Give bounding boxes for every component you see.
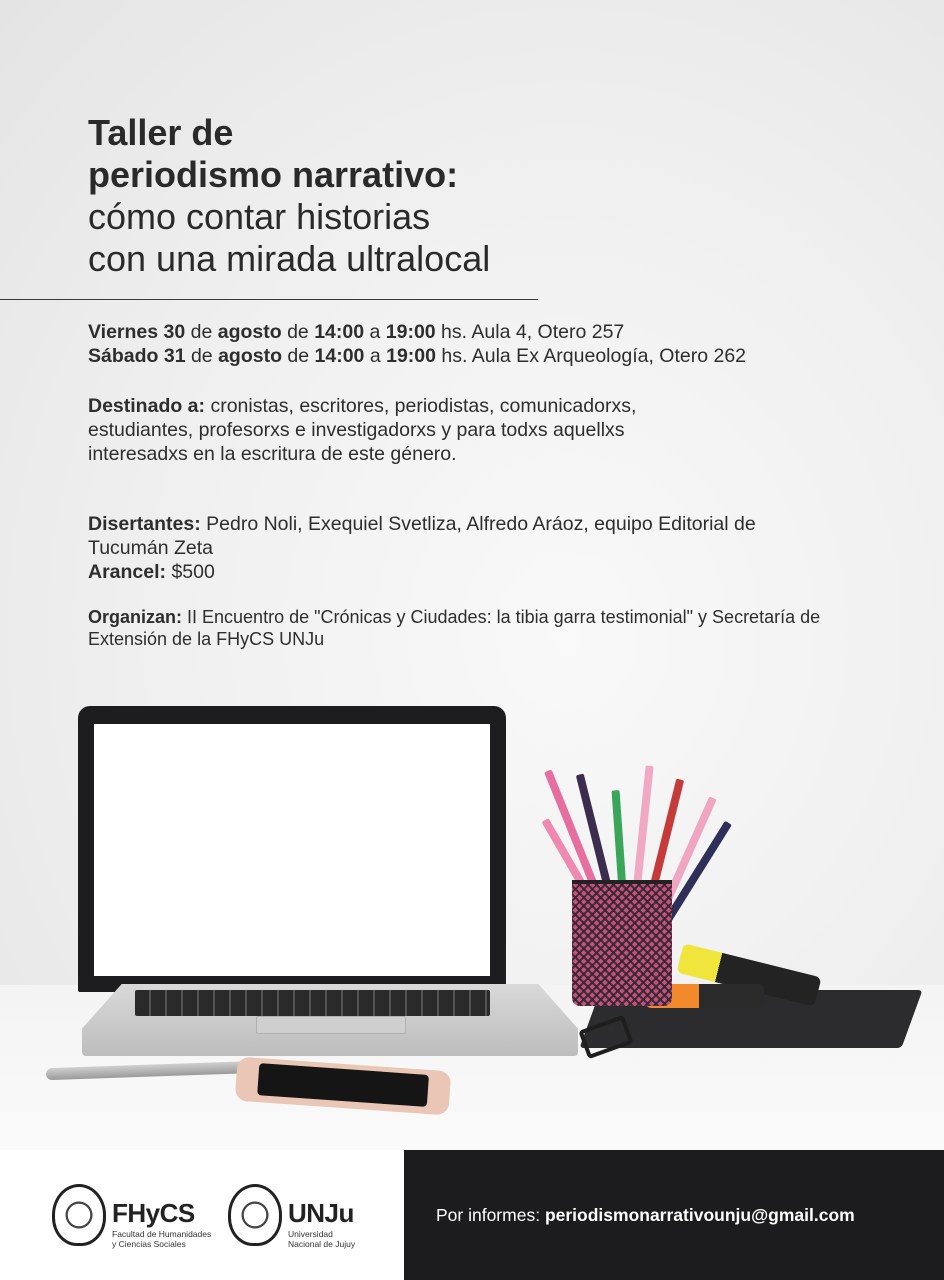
speakers-text: Pedro Noli, Exequiel Svetliza, Alfredo Aráoz, equipo Editorial de Tucumán Zeta — [88, 513, 756, 559]
title-line-3: cómo contar historias — [88, 196, 431, 237]
fhycs-logo-sub: Facultad de Humanidades y Ciencias Sociales — [112, 1229, 212, 1249]
organizers-label: Organizan: — [88, 607, 183, 627]
organizers-info — [88, 606, 868, 650]
unju-logo-name: UNJu — [288, 1198, 354, 1228]
title-divider — [0, 299, 538, 300]
smartphone-screen — [257, 1063, 429, 1107]
audience-label: Destinado a: — [88, 395, 206, 417]
schedule-line-friday: Viernes 30 de agosto de 14:00 a 19:00 hs. Aula 4, Otero 257 — [88, 321, 625, 343]
organizers-text: II Encuentro de "Crónicas y Ciudades: la tibia garra testimonial" y Secretaría de Extensión de la FHyCS UNJu — [88, 607, 821, 649]
fee-line — [88, 560, 788, 584]
speakers-label: Disertantes: — [88, 513, 201, 535]
laptop-photo — [78, 706, 506, 992]
contact-label: Por informes: — [436, 1205, 545, 1225]
audience-text: cronistas, escritores, periodistas, comunicadorxs, estudiantes, profesorxs e investigadorxs y para todxs aquellxs interesadxs en la escritura de este género. — [88, 395, 637, 465]
contact-email-link[interactable]: periodismonarrativounju@gmail.com — [544, 1205, 855, 1225]
fee-text: $500 — [166, 561, 215, 583]
university-seal-icon — [52, 1184, 106, 1246]
title-line-1: Taller de — [88, 112, 234, 153]
laptop-trackpad — [256, 1016, 406, 1034]
unju-logo-sub: Universidad Nacional de Jujuy — [288, 1229, 356, 1249]
schedule-line-saturday: Sábado 31 de agosto de 14:00 a 19:00 hs. Aula Ex Arqueología, Otero 262 — [88, 345, 747, 367]
laptop-keyboard — [135, 990, 490, 1016]
poster-title — [88, 112, 888, 280]
laptop-screen — [94, 724, 490, 976]
fee-label: Arancel: — [88, 561, 167, 583]
title-line-4: con una mirada ultralocal — [88, 238, 491, 279]
title-line-2: periodismo narrativo: — [88, 154, 459, 195]
fhycs-logo-name: FHyCS — [112, 1198, 195, 1228]
university-seal-icon — [228, 1184, 282, 1246]
audience-info — [88, 394, 648, 466]
speakers-info — [88, 512, 788, 584]
contact-line — [436, 1205, 855, 1226]
pencil-cup-photo — [572, 880, 672, 1006]
schedule — [88, 320, 918, 368]
speakers-line — [88, 512, 788, 560]
